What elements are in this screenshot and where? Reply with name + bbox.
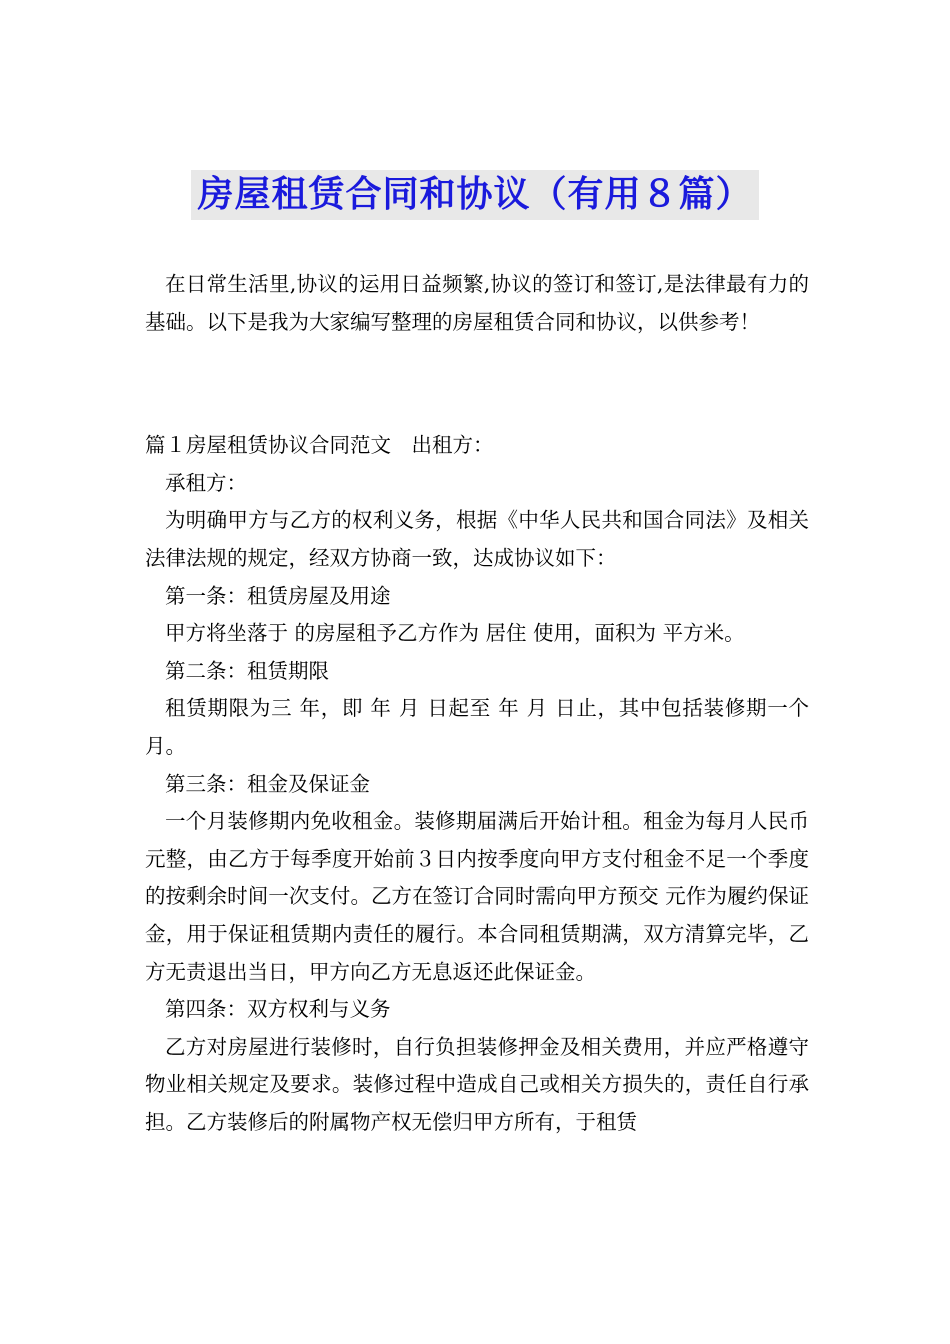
article-3-heading: 第三条：租金及保证金 xyxy=(165,771,370,796)
article-3-body: 一个月装修期内免收租金。装修期届满后开始计租。租金为每月人民币 元整，由乙方于每季度开始前３日内按季度向甲方支付租金不足一个季度的按剩余时间一次支付。乙方在签订合同时需向甲方预交 元作为履约保证金，用于保证租赁期内责任的履行。本合同租赁期满，双方清算完毕，乙方无责退出当日，甲方向乙方无息返还此保证金。 xyxy=(145,809,809,984)
paragraph-lessee: 承租方： xyxy=(165,470,247,495)
title-container xyxy=(0,170,950,220)
intro-paragraph: 在日常生活里,协议的运用日益频繁,协议的签订和签订,是法律最有力的基础。以下是我为大家编写整理的房屋租赁合同和协议，以供参考！ xyxy=(145,272,809,334)
section-gap xyxy=(145,341,809,427)
document-title: 房屋租赁合同和协议（有用８篇） xyxy=(191,170,758,220)
paragraph-preamble: 为明确甲方与乙方的权利义务，根据《中华人民共和国合同法》及相关法律法规的规定，经双方协商一致，达成协议如下： xyxy=(145,508,809,570)
article-2-heading: 第二条：租赁期限 xyxy=(165,658,329,683)
article-4-body: 乙方对房屋进行装修时，自行负担装修押金及相关费用，并应严格遵守物业相关规定及要求。装修过程中造成自己或相关方损失的，责任自行承担。乙方装修后的附属物产权无偿归甲方所有，于租赁 xyxy=(145,1034,809,1134)
document-body xyxy=(145,266,809,1141)
section-heading: 篇１房屋租赁协议合同范文 出租方： xyxy=(145,433,494,458)
article-2-body: 租赁期限为三 年，即 年 月 日起至 年 月 日止，其中包括装修期一个月。 xyxy=(145,696,809,758)
article-4-heading: 第四条：双方权利与义务 xyxy=(165,997,391,1022)
article-1-body: 甲方将坐落于 的房屋租予乙方作为 居住 使用，面积为 平方米。 xyxy=(165,621,745,646)
article-1-heading: 第一条：租赁房屋及用途 xyxy=(165,583,391,608)
